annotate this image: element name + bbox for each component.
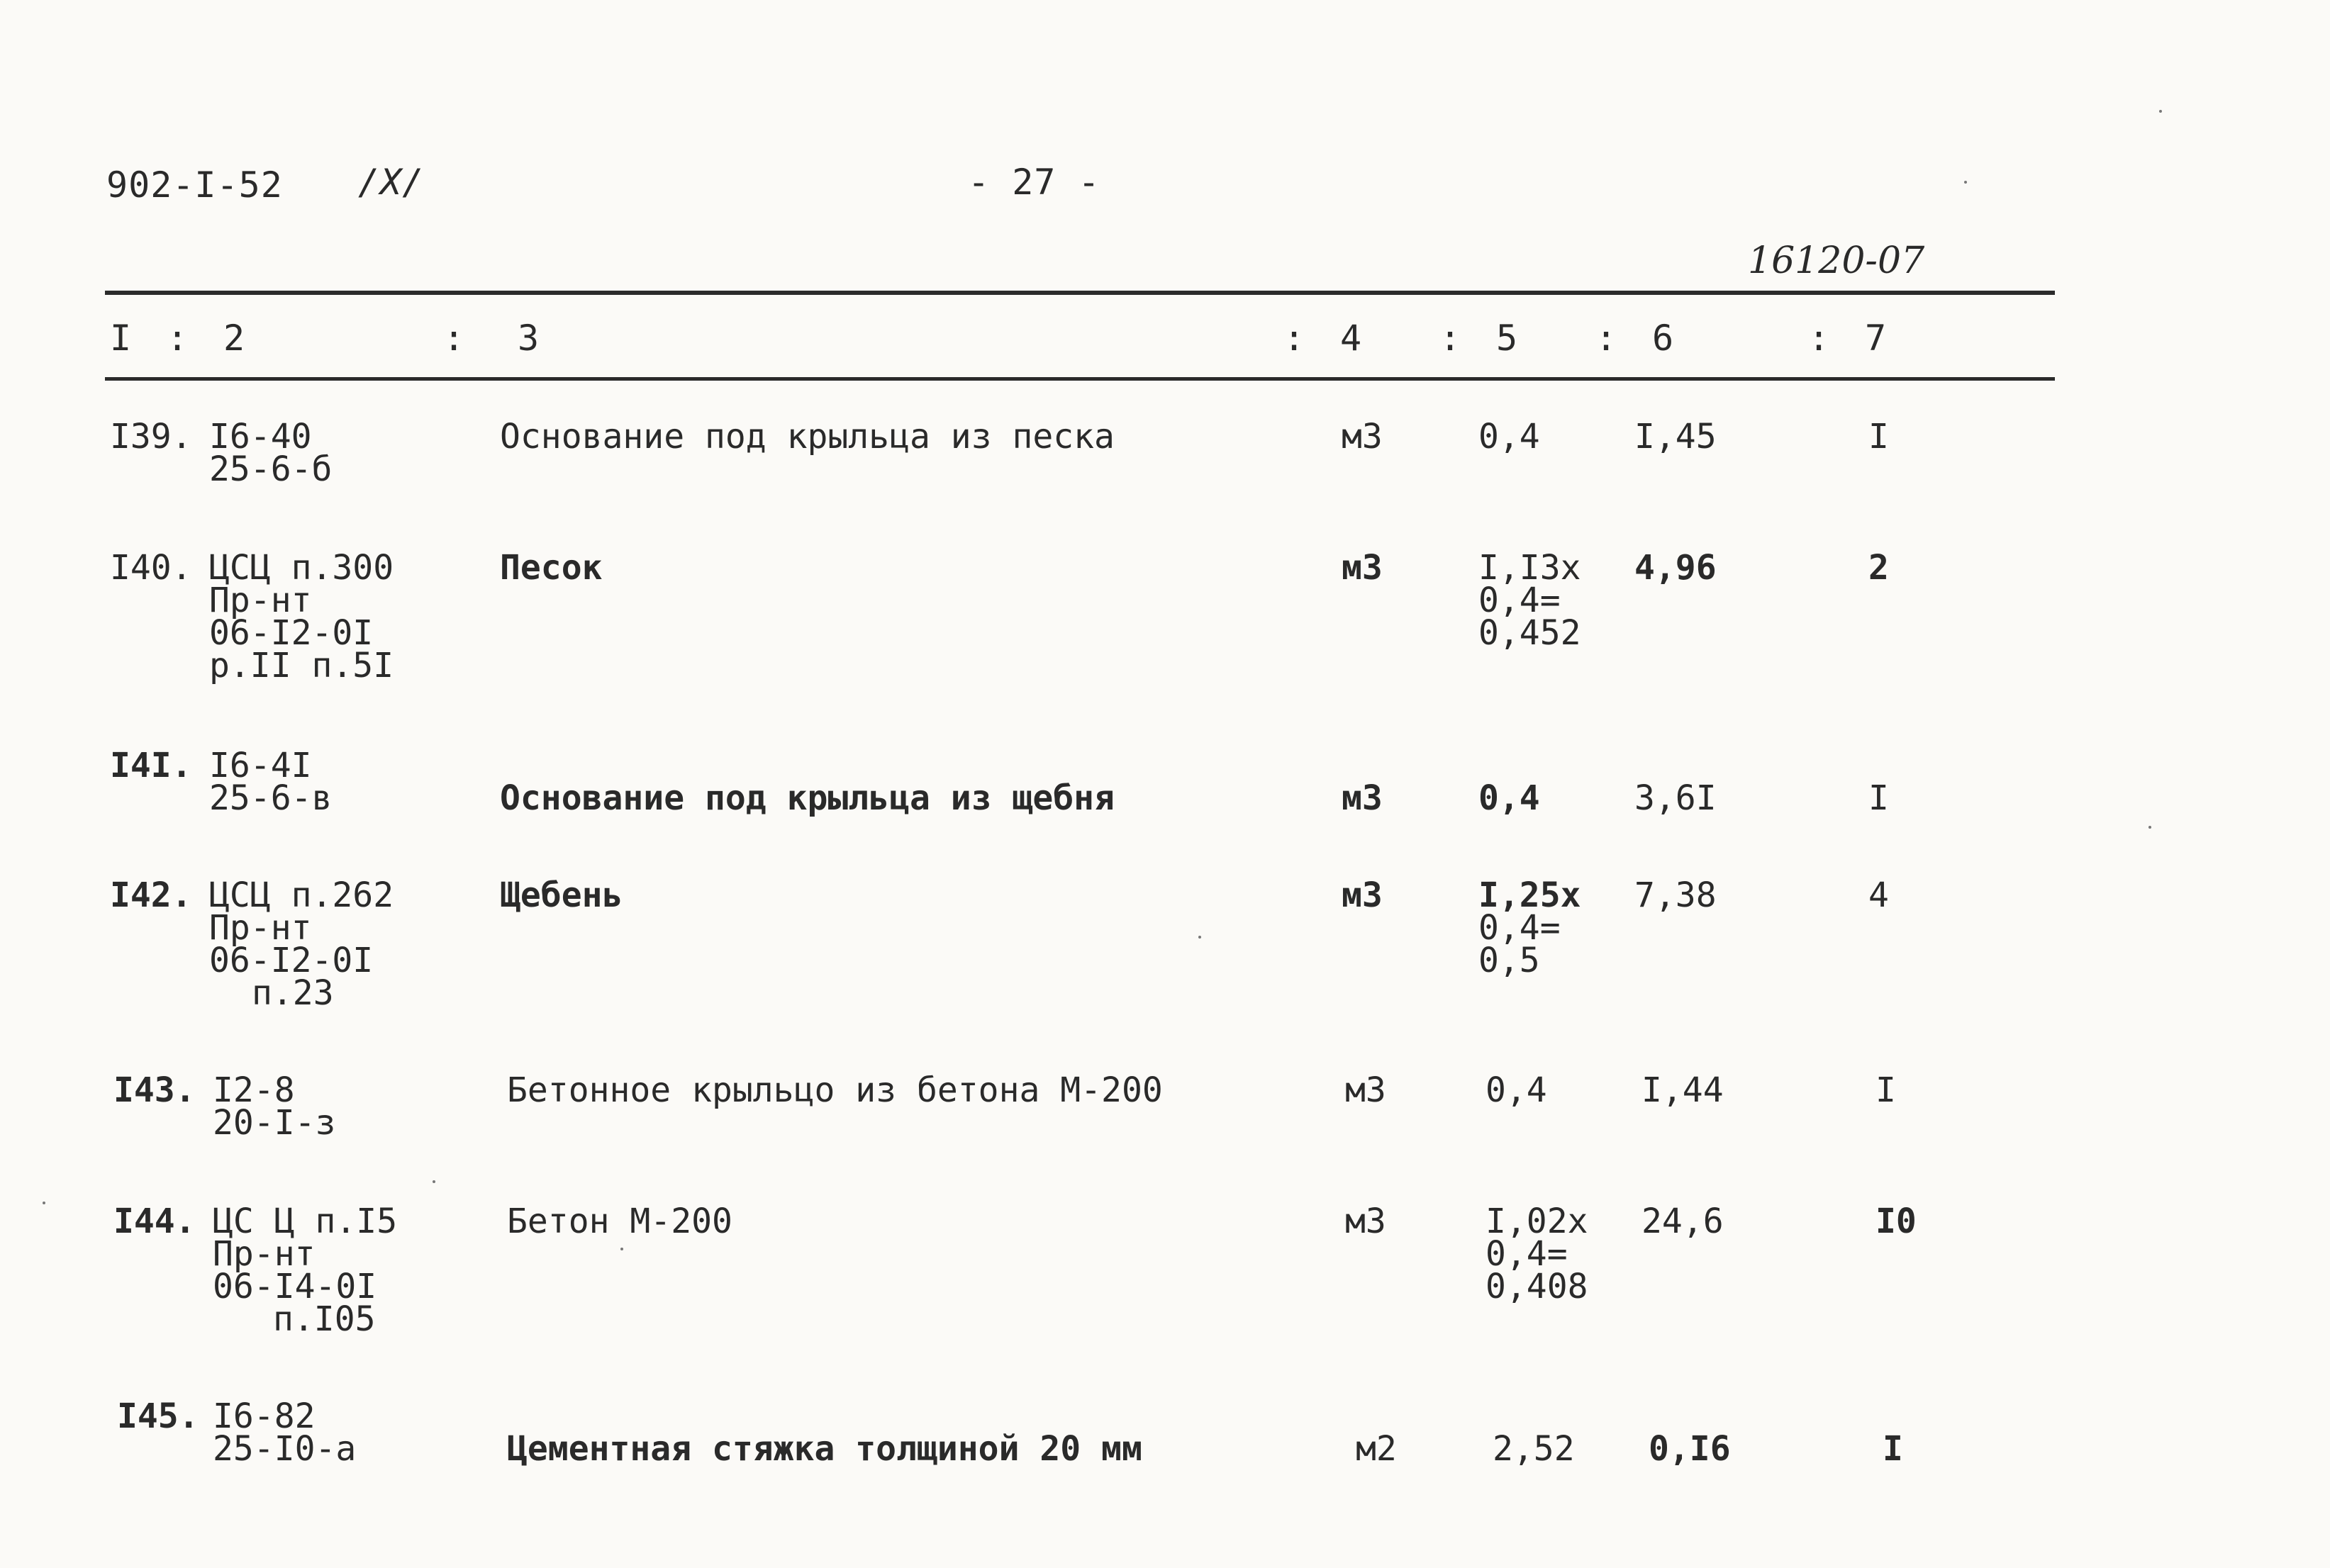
quantity: I,25х xyxy=(1478,875,1581,915)
unit: м3 xyxy=(1342,548,1383,588)
unit: м3 xyxy=(1345,1202,1386,1241)
unit: м3 xyxy=(1345,1070,1386,1110)
column-separator: : xyxy=(443,318,465,359)
row-number: I45. xyxy=(117,1396,199,1436)
work-name: Бетон М-200 xyxy=(507,1202,732,1241)
price: I,44 xyxy=(1641,1070,1724,1110)
price: 4,96 xyxy=(1634,548,1717,588)
column-header-7: 7 xyxy=(1865,318,1887,359)
norm-code: ЦСЦ п.262 xyxy=(209,875,394,915)
price: 7,38 xyxy=(1634,875,1717,915)
column-7-value: I xyxy=(1868,778,1889,818)
quantity: I,02х xyxy=(1485,1202,1588,1241)
price: 3,6I xyxy=(1634,778,1717,818)
quantity: I,I3х xyxy=(1478,548,1581,588)
column-header-6: 6 xyxy=(1652,318,1674,359)
norm-code: 06-I2-0I xyxy=(209,613,374,653)
norm-code: 25-I0-а xyxy=(213,1429,357,1469)
norm-code: 25-6-в xyxy=(209,778,333,818)
norm-code: п.I05 xyxy=(273,1299,376,1339)
unit: м3 xyxy=(1342,875,1383,915)
column-header-2: 2 xyxy=(223,318,245,359)
column-7-value: 2 xyxy=(1868,548,1889,588)
column-7-value: I0 xyxy=(1875,1202,1917,1241)
quantity: 0,4 xyxy=(1478,417,1540,457)
quantity: 2,52 xyxy=(1493,1429,1575,1469)
column-7-value: 4 xyxy=(1868,875,1889,915)
scan-speck xyxy=(43,1202,45,1204)
price: I,45 xyxy=(1634,417,1717,457)
row-number: I44. xyxy=(113,1202,196,1241)
norm-code: ЦСЦ п.300 xyxy=(209,548,394,588)
document-code: 902-I-52 xyxy=(106,164,283,206)
scan-speck xyxy=(2159,110,2162,113)
row-number: I42. xyxy=(110,875,192,915)
unit: м3 xyxy=(1342,778,1383,818)
quantity: 0,4= xyxy=(1478,908,1561,948)
norm-code: п.23 xyxy=(252,973,334,1013)
norm-code: 20-I-з xyxy=(213,1103,336,1143)
column-7-value: I xyxy=(1868,417,1889,457)
column-separator: : xyxy=(167,318,189,359)
norm-code: ЦС Ц п.I5 xyxy=(213,1202,398,1241)
unit: м2 xyxy=(1356,1429,1397,1469)
norm-code: р.II п.5I xyxy=(209,646,394,685)
quantity: 0,5 xyxy=(1478,941,1540,980)
scan-speck xyxy=(2148,826,2151,829)
work-name: Щебень xyxy=(500,875,623,915)
norm-code: I2-8 xyxy=(213,1070,295,1110)
norm-code: I6-82 xyxy=(213,1396,316,1436)
quantity: 0,4 xyxy=(1485,1070,1547,1110)
row-number: I40. xyxy=(110,548,192,588)
norm-code: Пр-нт xyxy=(209,908,312,948)
scan-speck xyxy=(620,1248,623,1250)
work-name: Цементная стяжка толщиной 20 мм xyxy=(507,1429,1142,1469)
column-separator: : xyxy=(1595,318,1617,359)
norm-code: 25-6-б xyxy=(209,449,333,489)
top-rule xyxy=(105,291,2055,295)
unit: м3 xyxy=(1342,417,1383,457)
quantity: 0,452 xyxy=(1478,613,1581,653)
work-name: Основание под крыльца из песка xyxy=(500,417,1115,457)
column-separator: : xyxy=(1439,318,1461,359)
column-header-1: I xyxy=(110,318,132,359)
scan-speck xyxy=(1198,936,1201,939)
column-7-value: I xyxy=(1883,1429,1903,1469)
row-number: I43. xyxy=(113,1070,196,1110)
quantity: 0,4= xyxy=(1478,581,1561,620)
column-header-3: 3 xyxy=(518,318,540,359)
row-number: I39. xyxy=(110,417,192,457)
page-number: - 27 - xyxy=(968,162,1100,203)
work-name: Песок xyxy=(500,548,603,588)
work-name: Бетонное крыльцо из бетона М-200 xyxy=(507,1070,1163,1110)
norm-code: Пр-нт xyxy=(209,581,312,620)
norm-code: I6-40 xyxy=(209,417,312,457)
work-name: Основание под крыльца из щебня xyxy=(500,778,1115,818)
quantity: 0,4 xyxy=(1478,778,1540,818)
scan-speck xyxy=(1964,181,1967,184)
quantity: 0,4= xyxy=(1485,1234,1568,1274)
scan-speck xyxy=(433,1180,435,1183)
column-header-5: 5 xyxy=(1496,318,1518,359)
norm-code: I6-4I xyxy=(209,746,312,785)
price: 0,I6 xyxy=(1649,1429,1731,1469)
price: 24,6 xyxy=(1641,1202,1724,1241)
handwritten-number: 16120-07 xyxy=(1748,240,1925,282)
row-number: I4I. xyxy=(110,746,192,785)
column-separator: : xyxy=(1808,318,1830,359)
norm-code: Пр-нт xyxy=(213,1234,316,1274)
column-7-value: I xyxy=(1875,1070,1896,1110)
quantity: 0,408 xyxy=(1485,1267,1588,1306)
header-bottom-rule xyxy=(105,377,2055,381)
column-separator: : xyxy=(1283,318,1305,359)
column-header-4: 4 xyxy=(1340,318,1362,359)
norm-code: 06-I4-0I xyxy=(213,1267,377,1306)
document-mark: /X/ xyxy=(358,162,425,203)
norm-code: 06-I2-0I xyxy=(209,941,374,980)
